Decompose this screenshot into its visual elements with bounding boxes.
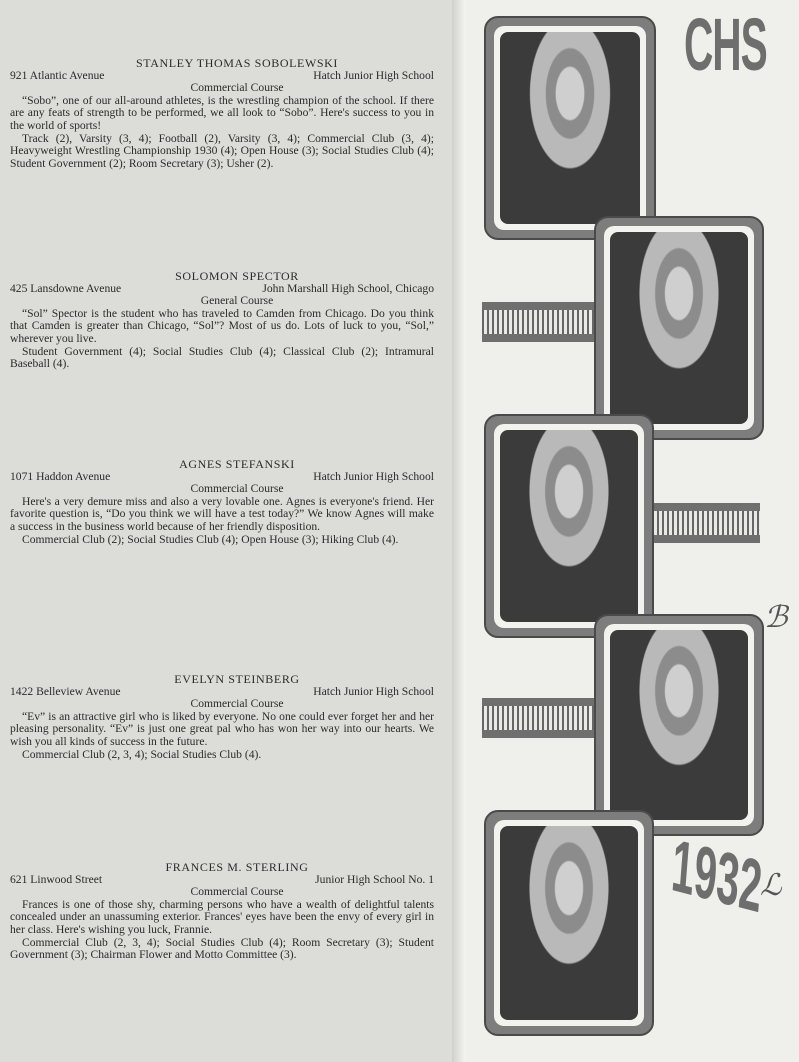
activities: Commercial Club (2); Social Studies Club (4); Open House (3); Hiking Club (4). (22, 532, 399, 546)
address: 1422 Belleview Avenue (10, 684, 121, 698)
entry-spector (10, 270, 434, 371)
prior-school: John Marshall High School, Chicago (262, 281, 434, 295)
activities: Commercial Club (2, 3, 4); Social Studies Club (4). (22, 747, 262, 761)
handwriting-mark: ℒ (760, 868, 782, 903)
address: 1071 Haddon Avenue (10, 469, 111, 483)
prior-school: Hatch Junior High School (313, 684, 434, 698)
biography: Here's a very demure miss and also a very lovable one. Agnes is everyone's friend. Her favorite question is, “Do you think we will have a test today?” We know Agnes will make a success in the business world because of her friendly disposition. (10, 494, 434, 533)
address: 425 Lansdowne Avenue (10, 281, 122, 295)
portrait-photo (500, 32, 640, 224)
portrait-frame-spector (594, 216, 764, 440)
decorative-bar (482, 302, 594, 342)
course: Commercial Course (190, 885, 284, 899)
student-name: EVELYN STEINBERG (174, 672, 300, 686)
portrait-photo (500, 430, 638, 622)
prior-school: Junior High School No. 1 (315, 872, 434, 886)
decorative-bar (482, 698, 594, 738)
address: 621 Linwood Street (10, 872, 103, 886)
biography: Frances is one of those shy, charming persons who have a wealth of delightful talents concealed under an unassuming exterior. Frances' eyes have been the envy of every girl in her class. Here's wishing you luck, Frannie. (10, 897, 434, 936)
student-name: STANLEY THOMAS SOBOLEWSKI (135, 56, 339, 70)
portrait-photo (500, 826, 638, 1020)
course: General Course (200, 294, 274, 308)
entry-steinberg (10, 673, 434, 761)
prior-school: Hatch Junior High School (313, 68, 434, 82)
entry-stefanski (10, 458, 434, 546)
portrait-frame-stefanski (484, 414, 654, 638)
handwriting-mark: ℬ (764, 600, 788, 635)
chs-banner: CHS (684, 3, 767, 86)
activities: Track (2), Varsity (3, 4); Football (2), Varsity (3, 4); Commercial Club (3, 4); Heavyweight Wrestling Championship 1930 (4); Open House (3); Social Studies Club (4); Student Government (2); Room Secretary (3); Usher (2). (10, 131, 434, 170)
biography: “Sobo”, one of our all-around athletes, is the wrestling champion of the school. If there are any feats of strength to be performed, we all look to “Sobo”. Here's success to you in the world of sports! (10, 93, 434, 132)
portrait-frame-sterling (484, 810, 654, 1036)
course: Commercial Course (190, 482, 284, 496)
portrait-photo (610, 232, 748, 424)
entry-sterling (10, 861, 434, 962)
portrait-frame-steinberg (594, 614, 764, 836)
course: Commercial Course (190, 697, 284, 711)
page-gutter (452, 0, 466, 1062)
student-name: AGNES STEFANSKI (179, 457, 295, 471)
prior-school: Hatch Junior High School (313, 469, 434, 483)
biography: “Ev” is an attractive girl who is liked by everyone. No one could ever forget her and her pleasing personality. “Ev” is just one great pal who has won her way into our hearts. We wish you all kinds of success in the future. (10, 709, 434, 748)
entry-sobolewski (10, 57, 434, 170)
portrait-photo (610, 630, 748, 820)
activities: Student Government (4); Social Studies Club (4); Classical Club (2); Intramural Baseball (4). (10, 344, 434, 371)
student-name: SOLOMON SPECTOR (175, 269, 299, 283)
portrait-frame-sobolewski (484, 16, 656, 240)
biography: “Sol” Spector is the student who has traveled to Camden from Chicago. Do you think that Camden is greater than Chicago, “Sol”? Most of us do. Lots of luck to you, “Sol,” wherever you live. (10, 306, 434, 345)
decorative-bar (652, 503, 760, 543)
course: Commercial Course (190, 81, 284, 95)
year-banner (670, 840, 717, 901)
activities: Commercial Club (2, 3, 4); Social Studies Club (4); Room Secretary (3); Student Government (3); Chairman Flower and Motto Committee (3). (10, 935, 434, 962)
address: 921 Atlantic Avenue (10, 68, 105, 82)
student-name: FRANCES M. STERLING (165, 860, 309, 874)
